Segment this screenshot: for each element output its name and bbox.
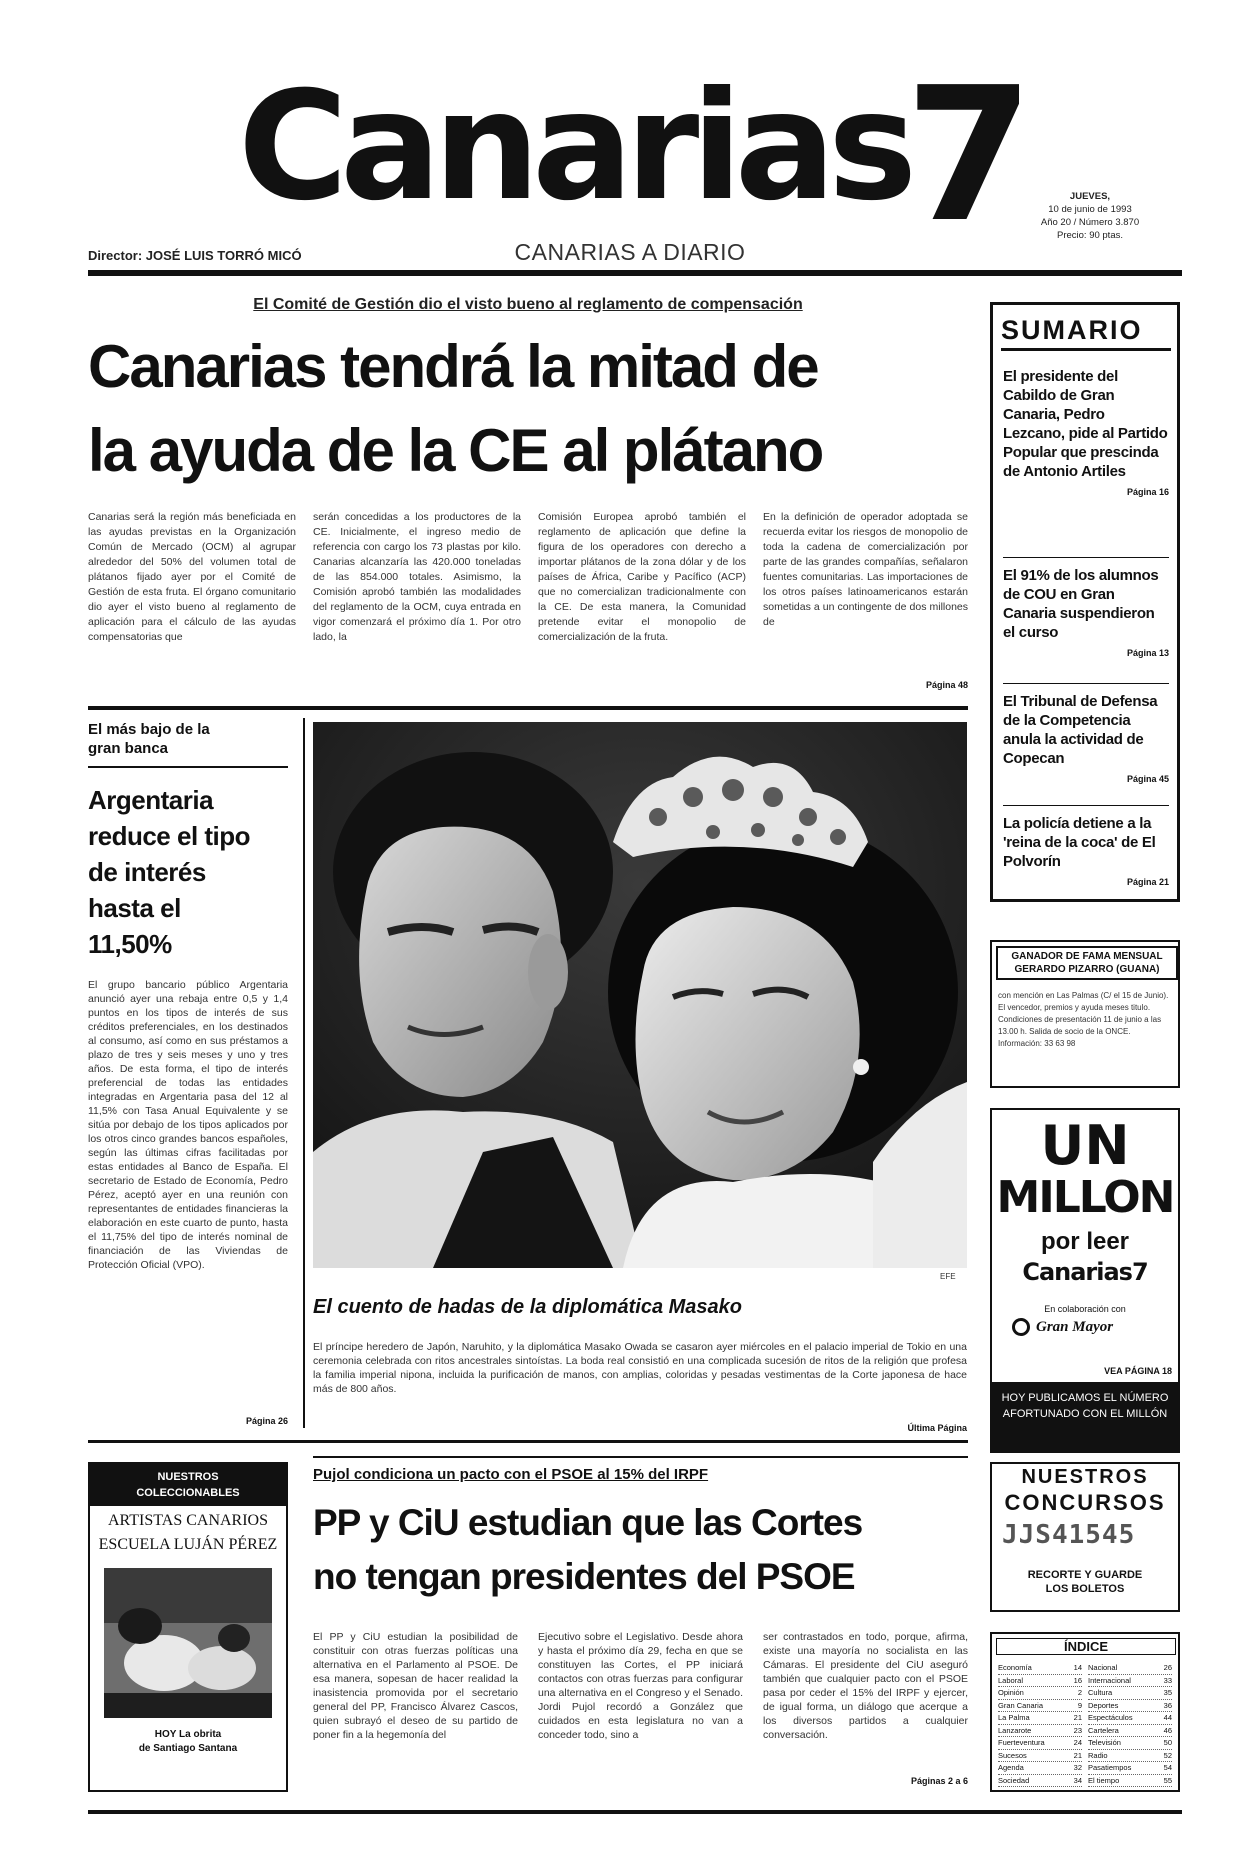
pujol-page-ref: Páginas 2 a 6 — [910, 1776, 968, 1786]
coleccionables-box — [88, 1462, 288, 1792]
argentaria-headline-1: Argentaria — [88, 785, 214, 815]
indice-row-page: 9 — [1077, 1700, 1082, 1710]
photo-credit: EFE — [940, 1272, 956, 1281]
indice-row — [998, 1725, 1082, 1738]
indice-row-name: El tiempo — [1088, 1775, 1120, 1785]
photo-caption-title: El cuento de hadas de la diplomática Masako — [313, 1296, 743, 1318]
argentaria-page-ref: Página 26 — [245, 1416, 288, 1426]
pujol-column-3: ser contrastados en todo, porque, afirma, existe una mayoría no socialista en las Cámaras. El presidente del CiU aseguró también que cualquier pacto con el PSOE pasa por ceder el 15% del IRPF y ejercer, de igual forma, un diálogo que acerque a los diversos partidos a cualquier conversación. — [763, 1631, 968, 1741]
argentaria-headline-3: de interés — [88, 857, 206, 887]
indice-row — [1088, 1775, 1172, 1788]
indice-row-page: 16 — [1073, 1675, 1082, 1685]
indice-row-page: 52 — [1163, 1750, 1172, 1760]
argentaria-headline-5: 11,50% — [88, 929, 172, 959]
indice-row-name: Sucesos — [998, 1750, 1027, 1760]
indice-row — [998, 1712, 1082, 1725]
masthead — [0, 0, 1248, 290]
indice-box — [990, 1632, 1180, 1792]
masthead-logo: Canarias — [238, 60, 910, 234]
promo-box — [990, 1108, 1180, 1453]
indice-row-page: 21 — [1073, 1750, 1082, 1760]
fama-title-1: GANADOR DE FAMA MENSUAL — [1011, 951, 1163, 962]
argentaria-divider — [303, 718, 305, 1428]
indice-row-page: 23 — [1073, 1725, 1082, 1735]
lead-column-3: Comisión Europea aprobó también el reglamento de aplicación que define la figura de los operadores con derecho a importar plátanos de la zona dólar y de los países de África, Caribe y Pacífico (ACP) que no comercializan tradicionalmente con la CE. De esta manera, la Comunidad pretende evitar el monopolio de comercialización de la fruta. — [538, 511, 746, 643]
promo-line-1: UN — [1040, 1114, 1130, 1177]
sumario-title: SUMARIO — [1001, 315, 1171, 351]
mid-rule — [88, 1440, 968, 1443]
argentaria-body: El grupo bancario público Argentaria anunció ayer una rebaja entre 0,5 y 1,4 puntos en los tipos de interés de sus créditos preferenciales, en los destinados al consumo, así como en sus préstamos a plazo de tres y seis meses y uno y tres años. De esta forma, el tipo de interés preferencial de todas las entidades integradas en Argentaria pasa del 12 al 11,5% con Tasa Anual Equivalente y se sitúa por debajo de los tipos aplicados por los otros cinco grandes bancos españoles, según las últimas cifras facilitadas por estas entidades al Banco de España. El secretario de Estado de Economía, Pedro Pérez, aceptó ayer en una reunión con representantes de entidades financieras la elaboración en este cuarto de punto, hasta el 11,75% del tipo de interés nominal de financiación de las Viviendas de Protección Oficial (VPO). — [88, 979, 288, 1271]
pujol-top-rule — [313, 1456, 968, 1458]
promo-sponsor-name: Gran Mayor — [1036, 1318, 1114, 1335]
fama-body: con mención en Las Palmas (C/ el 15 de Junio). El vencedor, premios y ayuda meses titulo. Condiciones de presentación 11 de junio a las 13.00 h. Salida de socio de la ONCE. Información: 33 63 98 — [998, 991, 1169, 1048]
sumario-item-4-text: La policía detiene a la 'reina de la coca' de El Polvorín — [1003, 815, 1156, 870]
indice-row-page: 32 — [1073, 1763, 1082, 1772]
pujol-headline-line-1: PP y CiU estudian que las Cortes — [313, 1502, 863, 1543]
date-weekday: JUEVES, — [1069, 191, 1111, 202]
pujol-headline-line-2: no tengan presidentes del PSOE — [313, 1556, 855, 1597]
promo-footer: HOY PUBLICAMOS EL NÚMERO AFORTUNADO CON EL MILLÓN — [992, 1382, 1178, 1451]
lead-column-2: serán concedidas a los productores de la CE. Inicialmente, el ingreso medio de referencia con cargo los 73 plastas por kilo. Canarias alcanzaría las 420.000 toneladas de las 854.000 totales. Asimismo, la Comisión aprobó también las modalidades del reglamento de la OCM, cuya entrada en vigor comenzará el próximo día 1. Por otro lado, la — [313, 511, 521, 643]
indice-row-page: 36 — [1163, 1700, 1172, 1710]
lead-headline-line-1: Canarias tendrá la mitad de — [88, 333, 818, 400]
indice-row — [1088, 1762, 1172, 1775]
argentaria-kicker-rule — [88, 766, 288, 768]
indice-row-name: Televisión — [1088, 1738, 1121, 1747]
indice-row — [998, 1687, 1082, 1700]
masthead-rule — [88, 270, 1182, 276]
concursos-title-2: CONCURSOS — [1004, 1490, 1166, 1515]
pujol-kicker: Pujol condiciona un pacto con el PSOE al 15% del IRPF — [313, 1466, 709, 1483]
pujol-headline — [313, 1496, 973, 1604]
argentaria-kicker — [88, 720, 288, 758]
lead-kicker-text: El Comité de Gestión dio el visto bueno al reglamento de compensación — [253, 296, 803, 313]
indice-row — [998, 1762, 1082, 1775]
fama-header — [996, 946, 1178, 980]
concursos-footer-1: RECORTE Y GUARDE — [1027, 1569, 1143, 1581]
argentaria-kicker-line-2: gran banca — [88, 740, 169, 757]
indice-row-page: 55 — [1163, 1775, 1172, 1785]
argentaria-headline-2: reduce el tipo — [88, 821, 251, 851]
sumario-item-3-text: El Tribunal de Defensa de la Competencia anula la actividad de Copecan — [1003, 693, 1158, 767]
sumario-item-4 — [1003, 805, 1169, 887]
coleccionables-caption — [90, 1728, 286, 1756]
argentaria-headline — [88, 782, 298, 962]
sumario-item-2-page: Página 13 — [1126, 648, 1169, 658]
indice-row-name: Gran Canaria — [998, 1700, 1044, 1710]
indice-row-name: Nacional — [1088, 1663, 1118, 1672]
indice-row-page: 50 — [1163, 1738, 1172, 1747]
sumario-item-2 — [1003, 557, 1169, 658]
concursos-title-1: NUESTROS — [1021, 1466, 1149, 1488]
masthead-logo-number: 7 — [905, 47, 1034, 263]
coleccionables-caption-1: HOY La obrita — [154, 1729, 222, 1740]
indice-row — [1088, 1737, 1172, 1750]
concursos-footer-2: LOS BOLETOS — [1045, 1583, 1125, 1595]
indice-row — [998, 1675, 1082, 1688]
indice-row-page: 2 — [1077, 1688, 1082, 1697]
indice-row-name: Lanzarote — [998, 1725, 1032, 1735]
lead-headline — [88, 325, 968, 493]
indice-row-name: Pasatiempos — [1088, 1763, 1132, 1772]
indice-row-page: 34 — [1073, 1775, 1082, 1785]
concursos-box — [990, 1462, 1180, 1612]
sumario-item-3 — [1003, 683, 1169, 784]
indice-row — [1088, 1725, 1172, 1738]
pujol-column-1: El PP y CiU estudian la posibilidad de constituir con otras fuerzas políticas una alternativa en el Parlamento al PSOE. De esa manera, sopesan de hacer realidad la inasistencia promovida por el secretario general del PP, Francisco Álvarez Cascos, quien subrayó el deseo de su partido de poner fin a la hegemonía del — [313, 1631, 518, 1741]
lead-kicker — [88, 296, 968, 314]
masthead-director: Director: JOSÉ LUIS TORRÓ MICÓ — [88, 248, 302, 263]
indice-row-page: 21 — [1073, 1713, 1082, 1722]
indice-row-name: La Palma — [998, 1713, 1030, 1722]
promo-line-2: MILLON — [996, 1172, 1174, 1223]
argentaria-kicker-line-1: El más bajo de la — [88, 721, 210, 738]
indice-row-name: Radio — [1088, 1750, 1108, 1760]
sumario-box — [990, 302, 1180, 902]
indice-title: ÍNDICE — [996, 1638, 1176, 1655]
indice-row — [1088, 1687, 1172, 1700]
indice-row — [998, 1662, 1082, 1675]
indice-row-name: Laboral — [998, 1675, 1024, 1685]
lead-page-ref: Página 48 — [925, 680, 968, 690]
photo-page-ref: Última Página — [907, 1423, 967, 1433]
indice-row-name: Economía — [998, 1663, 1032, 1672]
sumario-item-1-page: Página 16 — [1126, 487, 1169, 497]
indice-row-name: Opinión — [998, 1688, 1024, 1697]
coleccionables-caption-2: de Santiago Santana — [138, 1743, 238, 1754]
promo-sponsor — [1012, 1318, 1172, 1336]
masthead-date — [1025, 190, 1155, 242]
lead-column-1: Canarias será la región más beneficiada en las ayudas previstas en la Organización Común de Mercado (OCM) al agrupar alrededor del 50% del volumen total de plátanos fijado ayer por el Comité de Gestión de esta fruta. El órgano comunitario dio ayer el visto bueno al reglamento de aplicación para el cálculo de las ayudas compensatorias que — [88, 511, 296, 643]
fama-box — [990, 940, 1180, 1088]
argentaria-headline-4: hasta el — [88, 893, 181, 923]
footer-rule — [88, 1810, 1182, 1814]
indice-row-page: 46 — [1163, 1725, 1172, 1735]
coleccionables-line-2: ESCUELA LUJÁN PÉREZ — [98, 1536, 278, 1553]
indice-row-page: 33 — [1163, 1675, 1172, 1685]
date-price: Precio: 90 ptas. — [1056, 230, 1123, 241]
indice-row-name: Fuerteventura — [998, 1738, 1045, 1747]
wedding-photo — [313, 722, 967, 1268]
indice-row-name: Agenda — [998, 1763, 1024, 1772]
concursos-number: JJS41545 — [1002, 1520, 1136, 1550]
concursos-footer — [1000, 1568, 1170, 1596]
indice-row-page: 14 — [1073, 1663, 1082, 1672]
masthead-tagline: CANARIAS A DIARIO — [514, 239, 746, 265]
fama-title-2: GERARDO PIZARRO (GUANA) — [1014, 964, 1160, 975]
sumario-item-2-text: El 91% de los alumnos de COU en Gran Canaria suspendieron el curso — [1003, 567, 1159, 641]
indice-row — [1088, 1662, 1172, 1675]
indice-row-name: Sociedad — [998, 1775, 1030, 1785]
indice-row-name: Internacional — [1088, 1675, 1131, 1685]
coleccionables-header: NUESTROS COLECCIONABLES — [90, 1464, 286, 1506]
indice-row-name: Espectáculos — [1088, 1713, 1133, 1722]
lead-headline-line-2: la ayuda de la CE al plátano — [88, 417, 823, 484]
sumario-item-4-page: Página 21 — [1126, 877, 1169, 887]
indice-row — [1088, 1712, 1172, 1725]
promo-page-ref: VEA PÁGINA 18 — [1104, 1366, 1172, 1376]
wedding-photo-image — [313, 722, 967, 1268]
pujol-column-2: Ejecutivo sobre el Legislativo. Desde ahora y hasta el próximo día 29, fecha en que se constituyen las Cortes, el PP iniciará contactos con otras fuerzas para configurar una alternativa en el Congreso y el Senado. Jordi Pujol recordó a González que cuidados en esta legislatura no van a conceder todo, sino a — [538, 1631, 743, 1741]
sumario-item-1 — [1003, 367, 1169, 497]
indice-row — [998, 1700, 1082, 1713]
indice-row-name: Deportes — [1088, 1700, 1119, 1710]
indice-row — [1088, 1700, 1172, 1713]
sumario-item-3-page: Página 45 — [1126, 774, 1169, 784]
photo-caption-body: El príncipe heredero de Japón, Naruhito, y la diplomática Masako Owada se casaron ayer miércoles en el palacio imperial de Tokio en una ceremonia celebrada con ritos ancestrales sintoístas. La boda real consistió en una complicada sucesión de ritos de la religión que profesa la familia imperial nipona, incluida la purificación de manos, con amplias, coloridas y pesadas vestimentas de la Corte japonesa de hace más de 800 años. — [313, 1341, 967, 1395]
coleccionables-artwork — [104, 1568, 272, 1718]
coleccionables-line-1: ARTISTAS CANARIOS — [108, 1512, 268, 1529]
indice-row — [1088, 1750, 1172, 1763]
lead-column-4: En la definición de operador adoptada se recuerda evitar los riesgos de monopolio de toda la cadena de comercialización por parte de las grandes compañías, señalaron fuentes comunitarias. Las importaciones de los otros países latinoamericanos estarán sometidas a un contingente de dos millones de — [763, 511, 968, 628]
indice-row-name: Cultura — [1088, 1688, 1113, 1697]
artwork-image — [104, 1568, 272, 1718]
sponsor-logo-icon — [1012, 1318, 1030, 1336]
indice-row — [998, 1750, 1082, 1763]
promo-line-3: por leer — [1040, 1228, 1130, 1255]
indice-row-page: 24 — [1073, 1738, 1082, 1747]
indice-row-page: 35 — [1163, 1688, 1172, 1697]
indice-row — [998, 1775, 1082, 1788]
indice-row-name: Cartelera — [1088, 1725, 1119, 1735]
date-issue: Año 20 / Número 3.870 — [1040, 217, 1140, 228]
lead-bottom-rule — [88, 706, 968, 710]
indice-right-column — [1088, 1662, 1172, 1787]
indice-row — [1088, 1675, 1172, 1688]
date-full: 10 de junio de 1993 — [1048, 204, 1132, 215]
indice-row-page: 44 — [1163, 1713, 1172, 1722]
sumario-item-1-text: El presidente del Cabildo de Gran Canaria, Pedro Lezcano, pide al Partido Popular que prescinda de Antonio Artiles — [1003, 368, 1168, 480]
indice-row — [998, 1737, 1082, 1750]
promo-logo: Canarias7 — [1022, 1258, 1148, 1286]
indice-left-column — [998, 1662, 1082, 1787]
promo-collab: En colaboración con — [1044, 1304, 1126, 1314]
indice-row-page: 26 — [1163, 1663, 1172, 1672]
indice-row-page: 54 — [1163, 1763, 1172, 1772]
